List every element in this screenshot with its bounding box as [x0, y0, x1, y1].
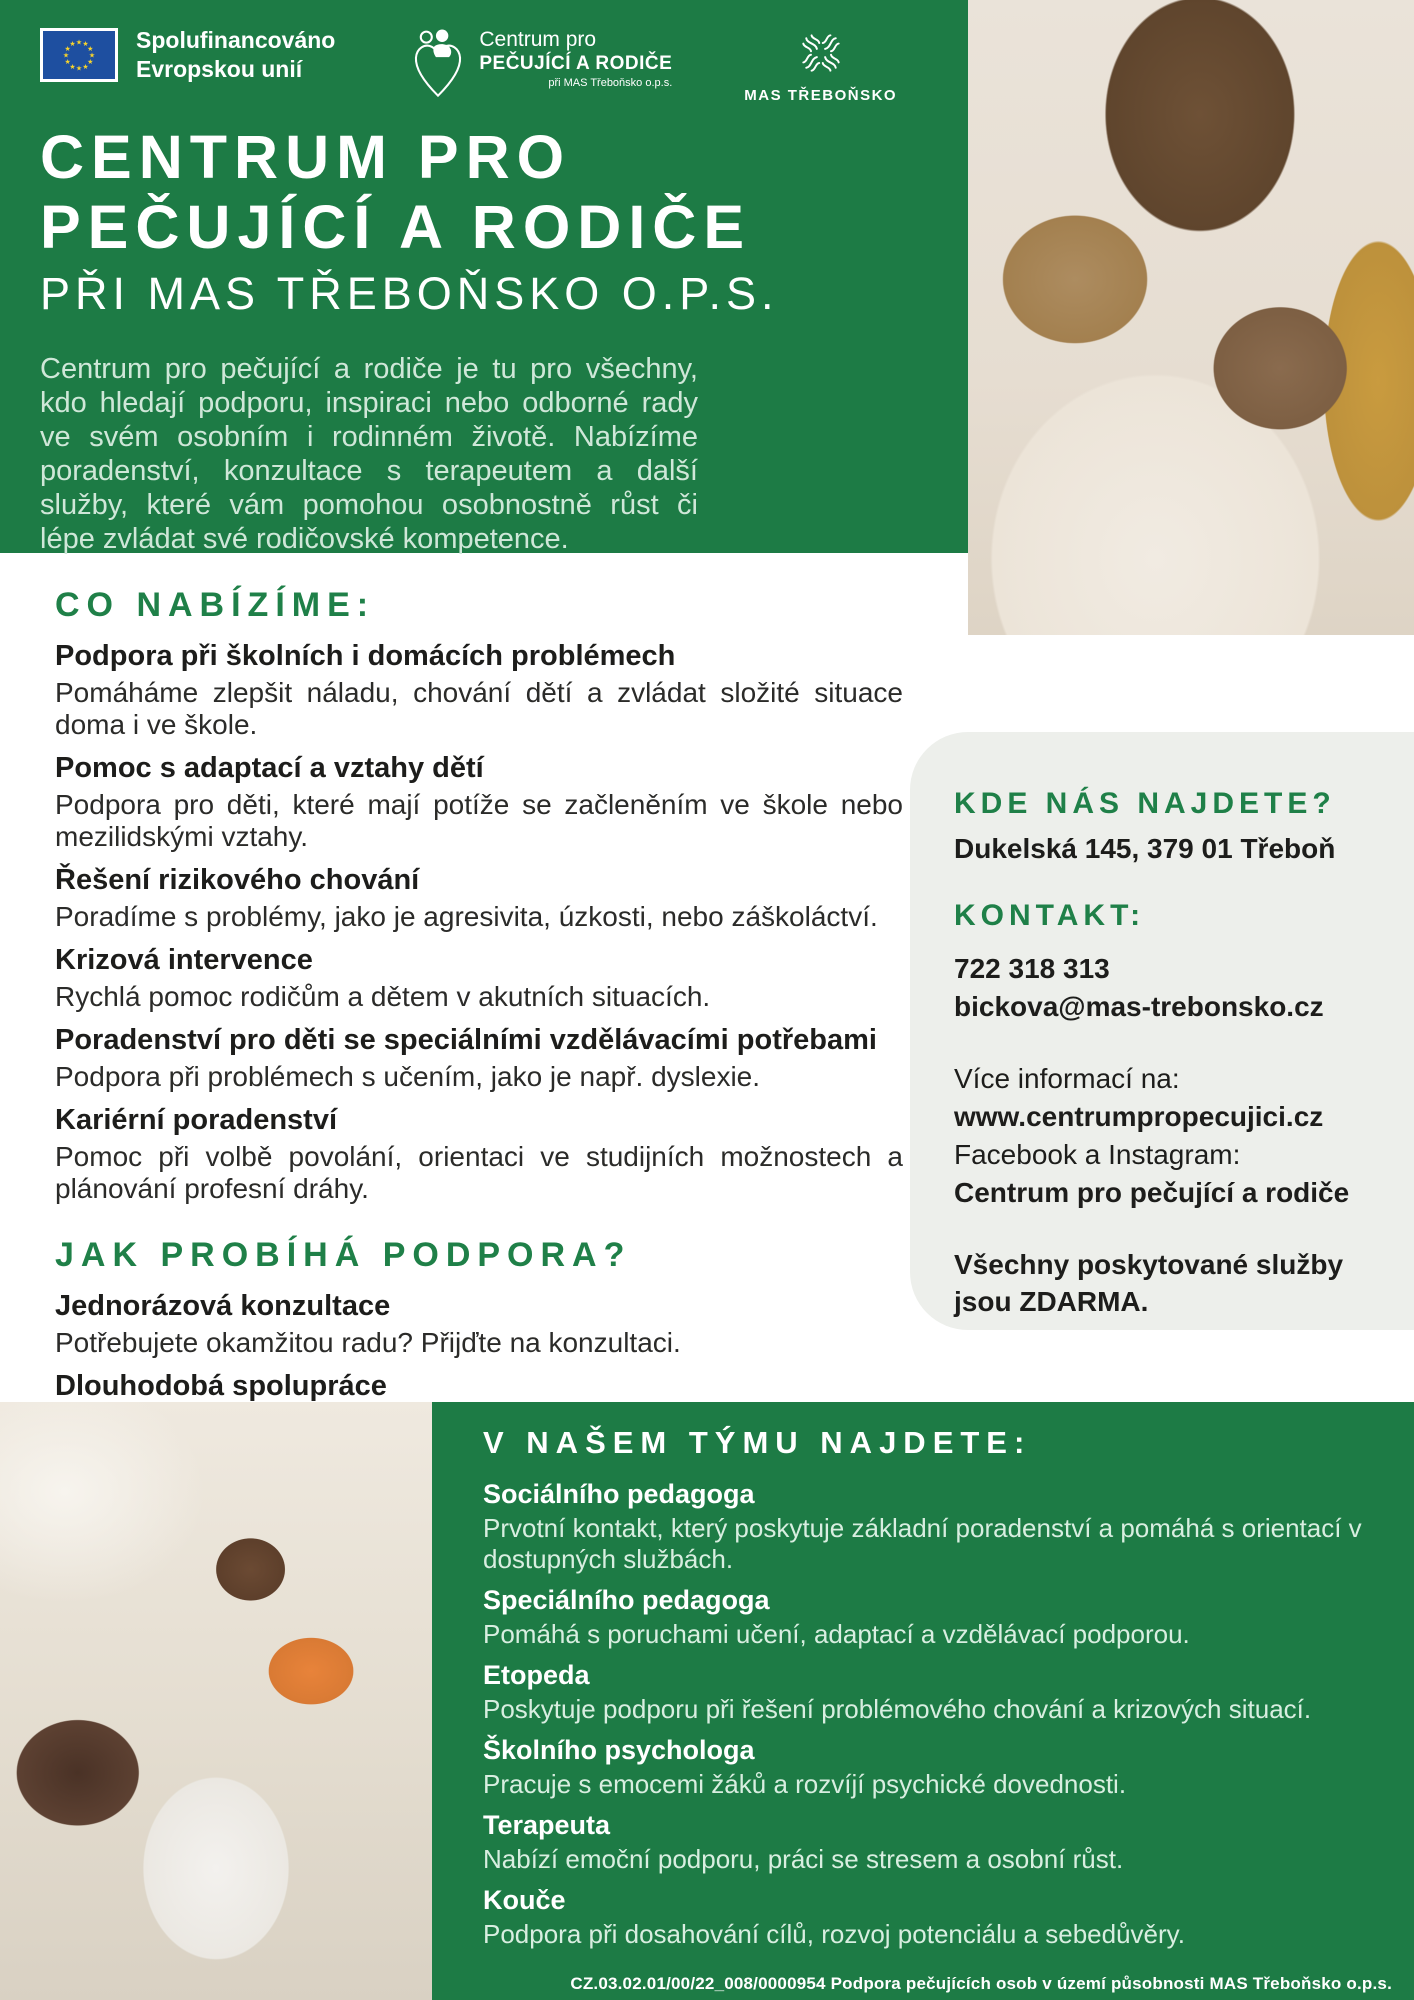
offer-item-desc: Podpora pro děti, které mají potíže se začleněním ve škole nebo mezilidskými vztahy.	[55, 789, 903, 852]
offer-item-title: Poradenství pro děti se speciálními vzdělávacími potřebami	[55, 1024, 877, 1056]
team-column	[483, 1424, 1388, 1956]
offer-item	[55, 1103, 903, 1205]
offer-item	[55, 639, 903, 741]
offers-section	[55, 585, 903, 1449]
team-item-title: Kouče	[483, 1885, 566, 1915]
offer-item	[55, 1023, 903, 1093]
svg-text:★: ★	[69, 41, 76, 49]
address: Dukelská 145, 379 01 Třeboň	[954, 833, 1336, 864]
eu-funding-line1: Spolufinancováno	[136, 27, 336, 53]
free-services-note: Všechny poskytované služby jsou ZDARMA.	[954, 1249, 1344, 1317]
more-info-label: Více informací na:	[954, 1063, 1180, 1094]
contact-card	[910, 732, 1414, 1330]
centrum-logo	[407, 28, 672, 105]
eu-funding-badge	[40, 26, 335, 84]
title-line1: CENTRUM PRO	[40, 123, 572, 191]
offer-item-title: Kariérní poradenství	[55, 1104, 338, 1136]
team-section	[0, 1402, 1414, 2000]
eu-stars-icon	[43, 31, 115, 79]
team-item-desc: Poskytuje podporu při řešení problémového chování a krizových situací.	[483, 1694, 1312, 1724]
svg-text:★: ★	[64, 59, 71, 66]
title-line2: PEČUJÍCÍ A RODIČE	[40, 193, 752, 261]
team-item-desc: Nabízí emoční podporu, práci se stresem a osobní růst.	[483, 1844, 1124, 1874]
offers-heading: CO NABÍZÍME:	[55, 586, 376, 624]
mas-logo	[744, 28, 897, 104]
process-item-title: Jednorázová konzultace	[55, 1290, 391, 1322]
social-label: Facebook a Instagram:	[954, 1139, 1241, 1170]
contact-heading: KONTAKT:	[954, 899, 1146, 932]
where-heading: KDE NÁS NAJDETE?	[954, 787, 1336, 820]
offer-item-title: Řešení rizikového chování	[55, 864, 420, 896]
svg-text:★: ★	[87, 59, 94, 66]
team-item	[483, 1809, 1388, 1875]
team-item-title: Terapeuta	[483, 1810, 611, 1840]
offer-item	[55, 751, 903, 853]
process-heading: JAK PROBÍHÁ PODPORA?	[55, 1236, 632, 1274]
process-item-title: Dlouhodobá spolupráce	[55, 1370, 387, 1402]
page-title	[40, 122, 779, 322]
phone-number: 722 318 313	[954, 953, 1110, 984]
team-item-desc: Prvotní kontakt, který poskytuje základní poradenství a pomáhá s orientací v dostupných službách.	[483, 1513, 1362, 1574]
centrum-logo-text	[479, 28, 672, 90]
centrum-logo-line1: Centrum pro	[479, 28, 597, 51]
family-photo	[968, 0, 1414, 635]
team-item	[483, 1734, 1388, 1800]
team-item	[483, 1478, 1388, 1575]
eu-funding-text	[136, 26, 335, 84]
offer-item-desc: Pomoc při volbě povolání, orientaci ve studijních možnostech a plánování profesní dráhy.	[55, 1141, 903, 1204]
team-item	[483, 1884, 1388, 1950]
eu-funding-line2: Evropskou unií	[136, 56, 303, 82]
process-item	[55, 1289, 903, 1359]
offer-item	[55, 943, 903, 1013]
eu-flag-icon	[40, 28, 118, 82]
team-item	[483, 1584, 1388, 1650]
offer-item-desc: Poradíme s problémy, jako je agresivita, úzkosti, nebo záškoláctví.	[55, 901, 878, 932]
offer-item-desc: Pomáháme zlepšit náladu, chování dětí a zvládat složité situace doma i ve škole.	[55, 677, 903, 740]
svg-text:★: ★	[69, 63, 76, 71]
email-address: bickova@mas-trebonsko.cz	[954, 991, 1324, 1022]
team-item-title: Speciálního pedagoga	[483, 1585, 770, 1615]
offer-item-desc: Rychlá pomoc rodičům a dětem v akutních situacích.	[55, 981, 711, 1012]
consultation-photo	[0, 1402, 432, 2000]
mas-knot-icon	[796, 28, 846, 83]
social-name: Centrum pro pečující a rodiče	[954, 1177, 1350, 1208]
svg-text:★: ★	[82, 63, 89, 71]
offer-item-title: Krizová intervence	[55, 944, 313, 976]
svg-text:★: ★	[88, 52, 96, 60]
offer-item-title: Pomoc s adaptací a vztahy dětí	[55, 752, 484, 784]
mas-logo-label: MAS TŘEBOŇSKO	[744, 87, 898, 104]
svg-text:★: ★	[87, 46, 94, 53]
process-item-desc: Potřebujete okamžitou radu? Přijďte na konzultaci.	[55, 1327, 681, 1358]
svg-text:★: ★	[62, 52, 70, 60]
team-item-desc: Pomáhá s poruchami učení, adaptací a vzdělávací podporou.	[483, 1619, 1190, 1649]
team-heading: V NAŠEM TÝMU NAJDETE:	[483, 1425, 1032, 1460]
team-item	[483, 1659, 1388, 1725]
offer-item-title: Podpora při školních i domácích problémech	[55, 640, 676, 672]
svg-text:★: ★	[82, 41, 89, 49]
heart-family-icon	[407, 28, 469, 105]
team-item-desc: Pracuje s emocemi žáků a rozvíjí psychické dovednosti.	[483, 1769, 1127, 1799]
centrum-logo-line2: PEČUJÍCÍ A RODIČE	[479, 53, 673, 74]
svg-text:★: ★	[75, 39, 83, 47]
team-item-desc: Podpora při dosahování cílů, rozvoj potenciálu a sebedůvěry.	[483, 1919, 1185, 1949]
offer-item-desc: Podpora při problémech s učením, jako je např. dyslexie.	[55, 1061, 761, 1092]
offer-item	[55, 863, 903, 933]
website-url: www.centrumpropecujici.cz	[954, 1101, 1324, 1132]
footer-project-code: CZ.03.02.01/00/22_008/0000954 Podpora pečujících osob v území působnosti MAS Třeboňsko o.p.s.	[570, 1974, 1392, 1993]
intro-paragraph: Centrum pro pečující a rodiče je tu pro všechny, kdo hledají podporu, inspiraci nebo odborné rady ve svém osobním i rodinném životě. Nabízíme poradenství, konzultace s terapeutem a další služby, které vám pomohou osobnostně růst či lépe zvládat své rodičovské kompetence.	[40, 353, 698, 555]
svg-text:★: ★	[64, 46, 71, 53]
team-item-title: Etopeda	[483, 1660, 590, 1690]
svg-text:★: ★	[75, 65, 83, 73]
team-item-title: Školního psychologa	[483, 1735, 755, 1765]
team-item-title: Sociálního pedagoga	[483, 1479, 755, 1509]
logo-row	[40, 26, 897, 105]
page-subtitle: PŘI MAS TŘEBOŇSKO O.P.S.	[40, 268, 779, 319]
centrum-logo-line3: při MAS Třeboňsko o.p.s.	[548, 77, 673, 89]
